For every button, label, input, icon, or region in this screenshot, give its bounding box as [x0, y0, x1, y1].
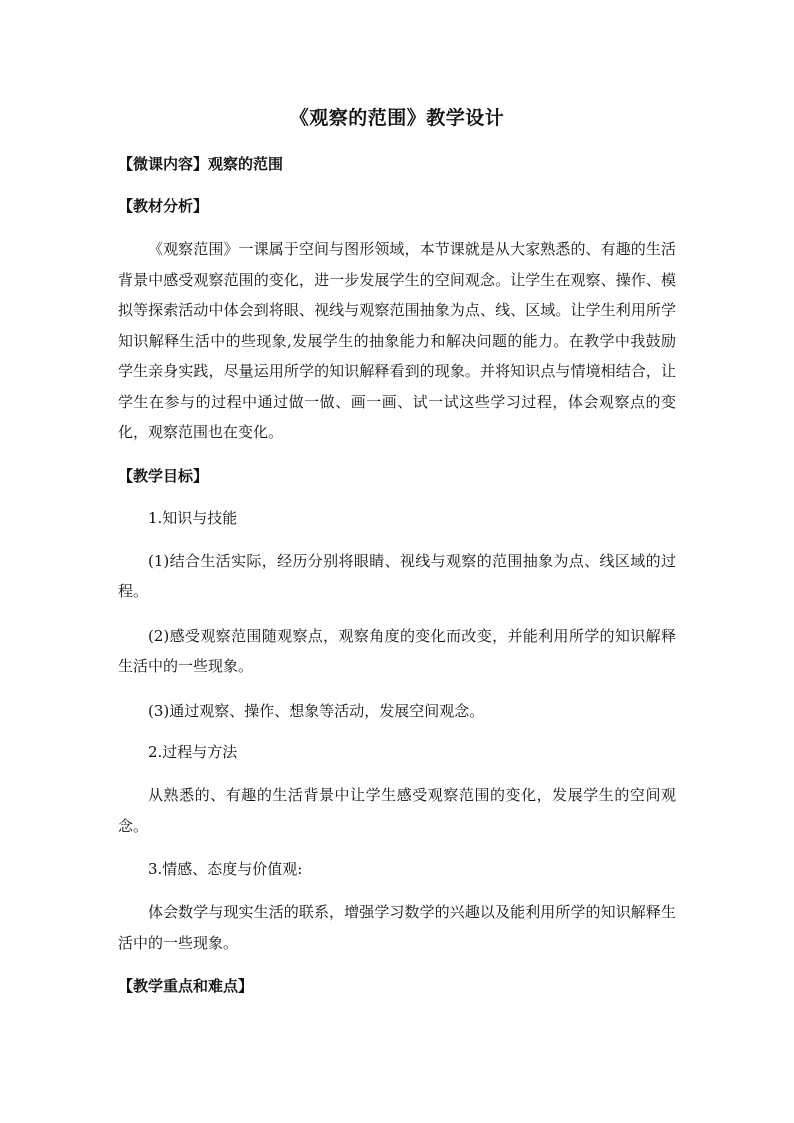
- micro-lesson-label: 【微课内容】: [118, 155, 209, 173]
- micro-lesson-value: 观察的范围: [208, 155, 284, 173]
- goal-item-2: (2)感受观察范围随观察点，观察角度的变化而改变，并能利用所学的知识解释生活中的一些现象。: [118, 626, 676, 675]
- emotion-title: 3.情感、态度与价值观:: [148, 860, 303, 878]
- process-method-title: 2.过程与方法: [148, 743, 238, 761]
- document-title: 《观察的范围》教学设计: [289, 107, 505, 129]
- textbook-analysis-heading: 【教材分析】: [118, 197, 209, 215]
- knowledge-skill-title: 1.知识与技能: [148, 508, 238, 527]
- goal-item-3: (3)通过观察、操作、想象等活动，发展空间观念。: [148, 701, 485, 720]
- teaching-goals-heading: 【教学目标】: [118, 466, 209, 485]
- goal-item-1: (1)结合生活实际，经历分别将眼睛、视线与观察的范围抽象为点、线区域的过程。: [118, 551, 676, 600]
- micro-lesson-line: [118, 150, 676, 178]
- emotion-text: 体会数学与现实生活的联系，增强学习数学的兴趣以及能利用所学的知识解释生活中的一些现象。: [118, 903, 676, 952]
- process-method-text: 从熟悉的、有趣的生活背景中让学生感受观察范围的变化，发展学生的空间观念。: [118, 786, 676, 835]
- textbook-analysis-paragraph: 《观察范围》一课属于空间与图形领域，本节课就是从大家熟悉的、有趣的生活背景中感受观察范围的变化，进一步发展学生的空间观念。让学生在观察、操作、模拟等探索活动中体会到将眼、视线与观察范围抽象为点、线、区域。让学生利用所学知识解释生活中的些现象,发展学生的抽象能力和解决问题的能力。在教学中我鼓励学生亲身实践，尽量运用所学的知识解释看到的现象。并将知识点与情境相结合，让学生在参与的过程中通过做一做、画一画、试一试这些学习过程，体会观察点的变化，观察范围也在变化。: [118, 240, 676, 441]
- key-difficult-heading: 【教学重点和难点】: [118, 977, 254, 995]
